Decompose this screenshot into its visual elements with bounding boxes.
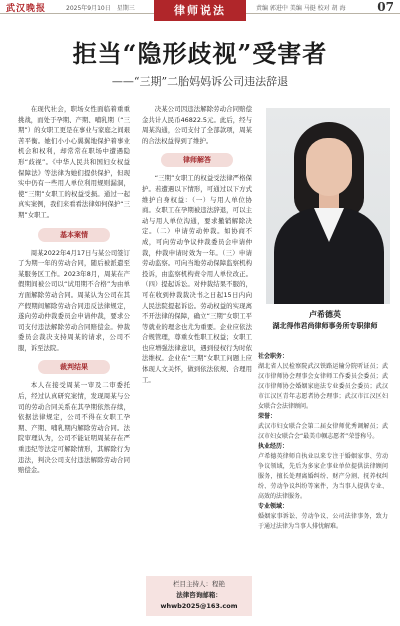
editor-credits: 责编 郭进中 美编 马挺 校对 胡 海 xyxy=(256,5,346,12)
lawyer-portrait xyxy=(266,108,390,304)
bio-experience: 卢希德英律师自执业以来专注于婚姻家事、劳动争议领域，先后为多家企事业单位提供法律顾问服务，擅长处理离婚纠纷、财产分割、抚养权纠纷、劳动争议纠纷等案件，为当事人提供专业、高效的法律服务。 xyxy=(258,453,388,500)
newspaper-logo: 武汉晚报 xyxy=(6,4,47,14)
judgment-continued: 决某公司因违法解除劳动合同赔偿金共计人民币46822.5元。此后，经与周某沟通，公司支付了全部款项，周某的合法权益得到了维护。 xyxy=(142,105,252,145)
article-headline: 拒当“隐形歧视”受害者 xyxy=(72,39,328,68)
lawyer-bio xyxy=(258,352,388,532)
column-host: 栏目主持人：程艳 xyxy=(173,580,225,588)
issue-date: 2025年9月10日 星期三 xyxy=(66,5,135,12)
bio-title-specialty: 专业领域： xyxy=(258,503,289,510)
lawyer-affiliation: 湖北得伟君尚律师事务所专职律师 xyxy=(272,322,378,330)
bio-specialty: 婚姻家事诉讼、劳动争议、公司法律事务，致力于通过法律为当事人排忧解难。 xyxy=(258,513,388,530)
lawyer-name: 卢希德英 xyxy=(309,310,341,319)
article-subheadline: ——“三期”二胎妈妈诉公司违法辞退 xyxy=(111,75,289,88)
column-2 xyxy=(142,104,252,385)
intro-paragraph: 在现代社会，职场女性面临着重重挑战，而处于孕期、产期、哺乳期（“三期”）的女职工更是在事业与家庭之间艰苦平衡。她们小小心翼翼地保护着事业机会和权利，却常常在职场中遭遇隐形“歧视”。《中华人民共和国妇女权益保障法》等法律为她们提供保护，但现实中仍有一些用人单位利用规则漏洞，使“三期”女职工的权益受损。通过一起真实案例，我们来看看法律如何保护“三期”女职工。 xyxy=(18,105,130,219)
column-1 xyxy=(18,104,130,476)
case-facts-paragraph: 周某2022年4月17日与某公司签订了为期一年的劳动合同，随后被派遣至某服务区工作。2023年8月，周某在产假期间被公司以“试用期不合格”为由单方面解除劳动合同。周某认为公司在其产假期间解除劳动合同违反法律规定，遂向劳动仲裁委员会申请仲裁，要求公司支付违法解除劳动合同赔偿金。仲裁委员会裁决支持周某的请求，公司不服，诉至法院。 xyxy=(18,248,130,352)
subhead-judgment: 裁判结果 xyxy=(38,360,110,374)
bio-title-positions: 社会职务： xyxy=(258,353,289,360)
bio-positions: 湖北省人民检察院武汉铁路运输分院听证员；武汉市律师协会理事会女律师工作委员会委员；武汉市律师协会婚姻家庭法专业委员会委员；武汉市江汉区青年志愿者协会理事；武汉市江汉区妇女联合会法律顾问。 xyxy=(258,363,388,410)
lawyer-answer-paragraph: “三期”女职工的权益受法律严格保护。若遭遇以下情形，可通过以下方式维护自身权益：（一）与用人单位协商。女职工在孕期被违法辞退，可以主动与用人单位沟通，要求撤销解除决定。（二）申请劳动仲裁。如协商不成，可向劳动争议仲裁委员会申请仲裁，仲裁申请时效为一年。（三）申请劳动监察。可向当地劳动保障监察机构投诉，由监察机构责令用人单位改正。（四）提起诉讼。对仲裁结果不服的，可在收到仲裁裁决书之日起15日内向人民法院提起诉讼。劳动权益的实现离不开法律的保障，确立“三期”女职工平等就业的理念也尤为重要。企业应依法合规管理，尊重女性职工权益；女职工也应增强法律意识，遇到侵权行为时依法维权。企业在“三期”女职工问题上应体现人文关怀，做到依法依规、合理用工。 xyxy=(142,174,252,384)
judgment-paragraph: 本人在接受周某一审及二审委托后，经过认真研究案情，发现周某与公司的劳动合同关系在其孕期依然存续，依据法律规定，公司不得在女职工孕期、产期、哺乳期内解除劳动合同。法院审理认为，公司不能证明周某存在严重违纪等法定可解除情形，其解除行为违法，判决公司支付违法解除劳动合同赔偿金。 xyxy=(18,381,130,475)
subhead-case-facts: 基本案情 xyxy=(38,228,110,242)
bio-title-experience: 执业经历： xyxy=(258,443,289,450)
section-tab: 律师说法 xyxy=(154,0,246,21)
consult-email-label: 法律咨询邮箱： xyxy=(176,591,222,599)
consult-email[interactable]: whwb2025@163.com xyxy=(160,602,238,610)
page-number: 07 xyxy=(377,0,394,14)
bio-honors: 武汉市妇女联合会第二届女律师优秀调解员；武汉市妇女联合会“最美巾帼志愿者”荣誉称号。 xyxy=(258,423,388,440)
subhead-lawyer-answer: 律师解答 xyxy=(161,153,233,167)
column-host-box xyxy=(146,576,252,616)
bio-title-honors: 荣誉： xyxy=(258,413,277,420)
